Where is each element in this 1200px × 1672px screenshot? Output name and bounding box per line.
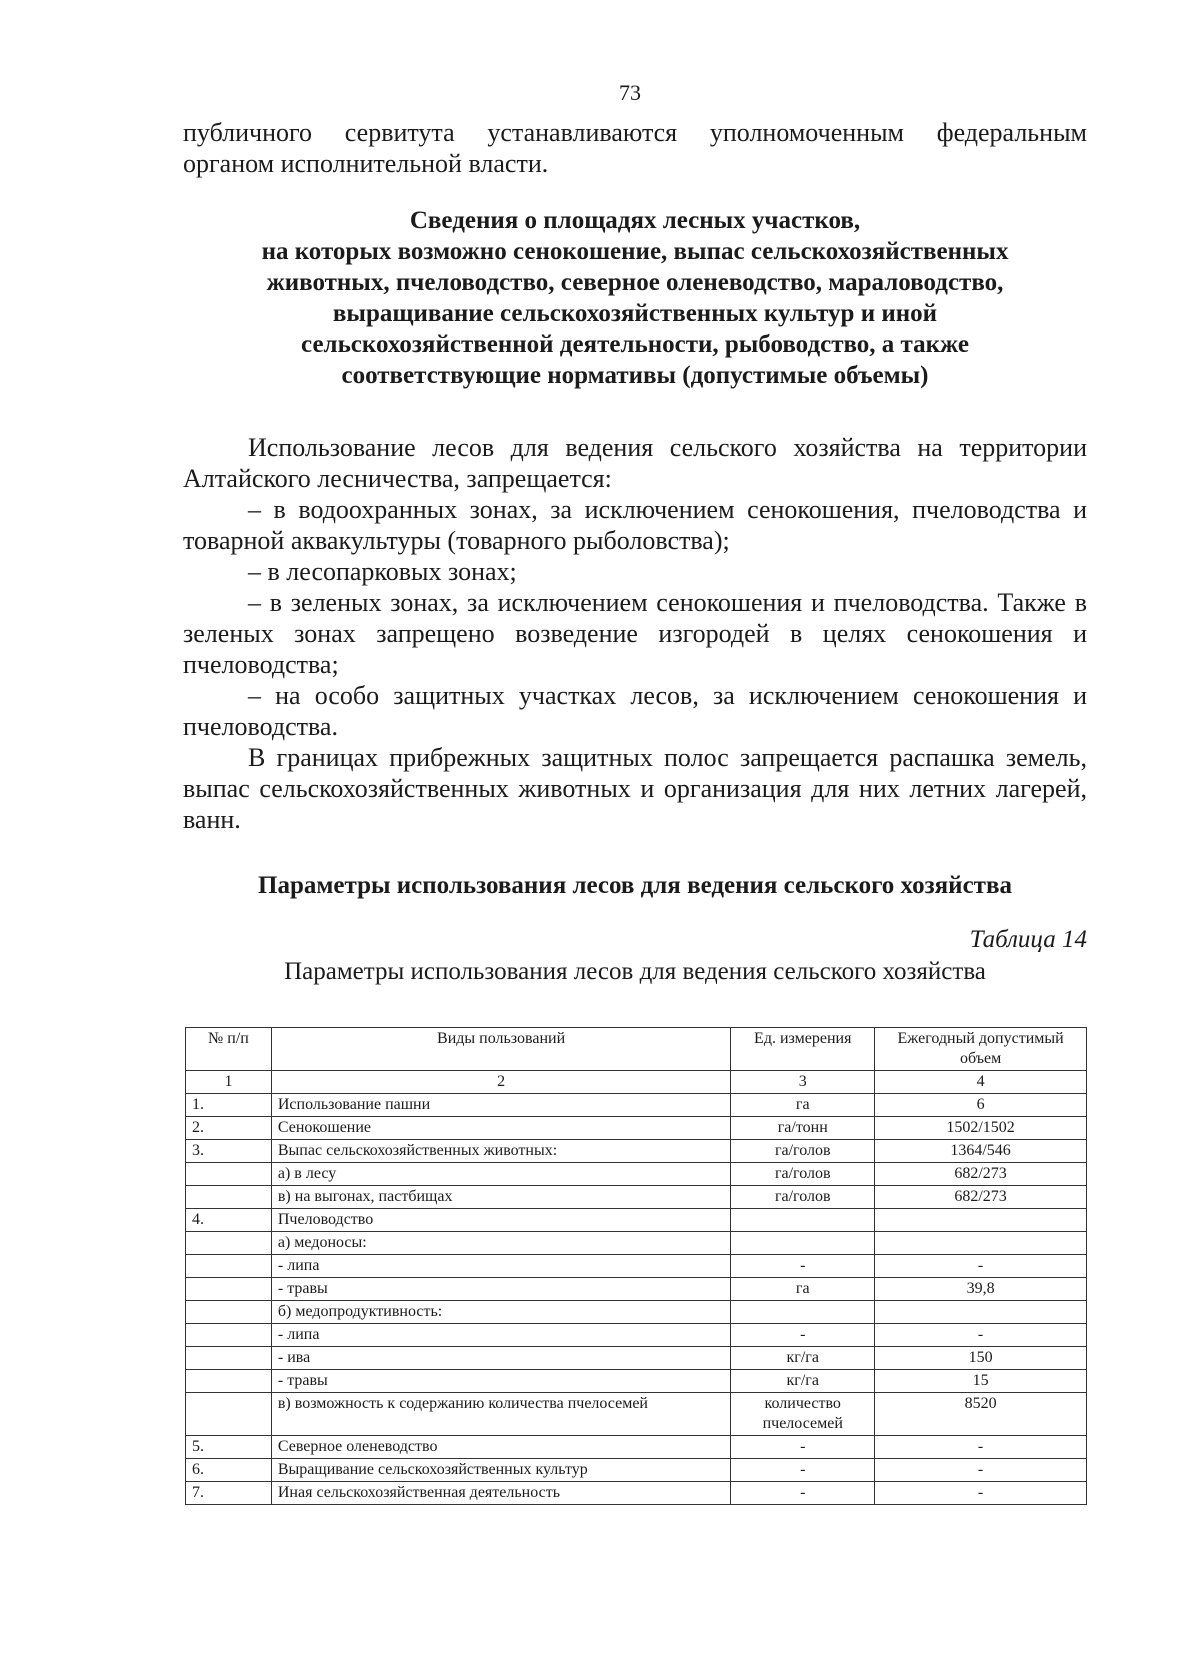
usage-kind-cell: - липа (271, 1255, 730, 1278)
volume-cell: - (875, 1436, 1087, 1459)
row-number-cell: 4. (186, 1209, 272, 1232)
table-row (186, 1393, 1087, 1436)
column-number-cell: 4 (875, 1071, 1087, 1094)
column-number-cell: 2 (271, 1071, 730, 1094)
usage-kind-cell: - липа (271, 1324, 730, 1347)
row-number-cell: 6. (186, 1459, 272, 1482)
row-number-cell (186, 1393, 272, 1436)
unit-cell: га/голов (731, 1163, 875, 1186)
volume-cell: 6 (875, 1094, 1087, 1117)
volume-cell: 1364/546 (875, 1140, 1087, 1163)
table-row (186, 1140, 1087, 1163)
header-cell: Ед. измерения (731, 1028, 875, 1071)
row-number-cell: 1. (186, 1094, 272, 1117)
header-cell: Ежегодный допустимый объем (875, 1028, 1087, 1071)
unit-cell: - (731, 1482, 875, 1505)
row-number-cell (186, 1278, 272, 1301)
table-row (186, 1117, 1087, 1140)
unit-cell: га/голов (731, 1140, 875, 1163)
body-paragraph: Использование лесов для ведения сельского хозяйства на территории Алтайского лесничества, запрещается: (183, 433, 1087, 493)
row-number-cell (186, 1347, 272, 1370)
usage-kind-cell: Выпас сельскохозяйственных животных: (271, 1140, 730, 1163)
unit-cell (731, 1209, 875, 1232)
body-paragraph: – на особо защитных участках лесов, за исключением сенокошения и пчеловодства. (183, 681, 1087, 741)
unit-cell: - (731, 1324, 875, 1347)
section-heading-line: соответствующие нормативы (допустимые объемы) (341, 362, 929, 389)
table-row (186, 1370, 1087, 1393)
unit-cell: га (731, 1278, 875, 1301)
volume-cell: 39,8 (875, 1278, 1087, 1301)
column-number-row (186, 1071, 1087, 1094)
unit-cell: га/тонн (731, 1117, 875, 1140)
volume-cell (875, 1209, 1087, 1232)
section-heading-line: сельскохозяйственной деятельности, рыбоводство, а также (301, 331, 969, 358)
volume-cell: - (875, 1459, 1087, 1482)
usage-kind-cell: Пчеловодство (271, 1209, 730, 1232)
table-row (186, 1232, 1087, 1255)
usage-kind-cell: - ива (271, 1347, 730, 1370)
parameters-heading: Параметры использования лесов для ведения сельского хозяйства (258, 872, 1012, 899)
body-paragraph: – в зеленых зонах, за исключением сенокошения и пчеловодства. Также в зеленых зонах запрещено возведение изгородей в целях сенокошения и пчеловодства; (183, 588, 1087, 679)
usage-kind-cell: Использование пашни (271, 1094, 730, 1117)
volume-cell: 8520 (875, 1393, 1087, 1436)
section-heading-line: выращивание сельскохозяйственных культур и иной (332, 300, 938, 327)
usage-kind-cell: а) медоносы: (271, 1232, 730, 1255)
row-number-cell (186, 1301, 272, 1324)
table-row (186, 1163, 1087, 1186)
table-row (186, 1482, 1087, 1505)
section-heading-line: Сведения о площадях лесных участков, (409, 207, 861, 234)
volume-cell: - (875, 1324, 1087, 1347)
row-number-cell: 7. (186, 1482, 272, 1505)
usage-kind-cell: Выращивание сельскохозяйственных культур (271, 1459, 730, 1482)
usage-kind-cell: а) в лесу (271, 1163, 730, 1186)
usage-kind-cell: - травы (271, 1370, 730, 1393)
usage-kind-cell: - травы (271, 1278, 730, 1301)
table-row (186, 1324, 1087, 1347)
row-number-cell (186, 1186, 272, 1209)
row-number-cell: 2. (186, 1117, 272, 1140)
header-cell: № п/п (186, 1028, 272, 1071)
unit-cell: - (731, 1255, 875, 1278)
column-number-cell: 3 (731, 1071, 875, 1094)
row-number-cell (186, 1163, 272, 1186)
body-paragraph: – в водоохранных зонах, за исключением сенокошения, пчеловодства и товарной аквакультуры (товарного рыболовства); (183, 495, 1087, 555)
unit-cell: га (731, 1094, 875, 1117)
volume-cell: 150 (875, 1347, 1087, 1370)
unit-cell (731, 1301, 875, 1324)
table-row (186, 1186, 1087, 1209)
body-paragraph: – в лесопарковых зонах; (248, 557, 517, 586)
table-row (186, 1209, 1087, 1232)
usage-kind-cell: Иная сельскохозяйственная деятельность (271, 1482, 730, 1505)
table-row (186, 1278, 1087, 1301)
volume-cell (875, 1301, 1087, 1324)
table-title: Параметры использования лесов для ведения сельского хозяйства (284, 958, 986, 985)
volume-cell: - (875, 1482, 1087, 1505)
volume-cell: 15 (875, 1370, 1087, 1393)
usage-kind-cell: в) возможность к содержанию количества пчелосемей (271, 1393, 730, 1436)
table-row (186, 1094, 1087, 1117)
section-heading-line: животных, пчеловодство, северное оленеводство, мараловодство, (266, 269, 1004, 296)
table-label: Таблица 14 (969, 926, 1087, 953)
row-number-cell: 3. (186, 1140, 272, 1163)
volume-cell: 682/273 (875, 1163, 1087, 1186)
header-cell: Виды пользований (271, 1028, 730, 1071)
usage-kind-cell: Сенокошение (271, 1117, 730, 1140)
section-heading-line: на которых возможно сенокошение, выпас сельскохозяйственных (261, 238, 1009, 265)
row-number-cell: 5. (186, 1436, 272, 1459)
row-number-cell (186, 1370, 272, 1393)
unit-cell: кг/га (731, 1370, 875, 1393)
usage-kind-cell: в) на выгонах, пастбищах (271, 1186, 730, 1209)
volume-cell: 682/273 (875, 1186, 1087, 1209)
table-header-row (186, 1028, 1087, 1071)
volume-cell (875, 1232, 1087, 1255)
body-paragraph: В границах прибрежных защитных полос запрещается распашка земель, выпас сельскохозяйственных животных и организация для них летних лагерей, ванн. (183, 743, 1087, 834)
intro-line-2: органом исполнительной власти. (183, 149, 549, 178)
parameters-table (185, 1027, 1087, 1505)
body-text (183, 432, 1087, 835)
unit-cell: га/голов (731, 1186, 875, 1209)
intro-paragraph (183, 117, 1087, 179)
table-row (186, 1347, 1087, 1370)
volume-cell: - (875, 1255, 1087, 1278)
unit-cell (731, 1232, 875, 1255)
usage-kind-cell: б) медопродуктивность: (271, 1301, 730, 1324)
unit-cell: кг/га (731, 1347, 875, 1370)
row-number-cell (186, 1255, 272, 1278)
page-number: 73 (619, 80, 641, 105)
row-number-cell (186, 1232, 272, 1255)
table-row (186, 1301, 1087, 1324)
table-row (186, 1436, 1087, 1459)
intro-line-1: публичного сервитута устанавливаются уполномоченным федеральным (183, 118, 1087, 147)
table-row (186, 1459, 1087, 1482)
row-number-cell (186, 1324, 272, 1347)
unit-cell: - (731, 1459, 875, 1482)
volume-cell: 1502/1502 (875, 1117, 1087, 1140)
usage-kind-cell: Северное оленеводство (271, 1436, 730, 1459)
column-number-cell: 1 (186, 1071, 272, 1094)
section-heading (183, 205, 1087, 391)
table-row (186, 1255, 1087, 1278)
unit-cell: количество пчелосемей (731, 1393, 875, 1436)
unit-cell: - (731, 1436, 875, 1459)
